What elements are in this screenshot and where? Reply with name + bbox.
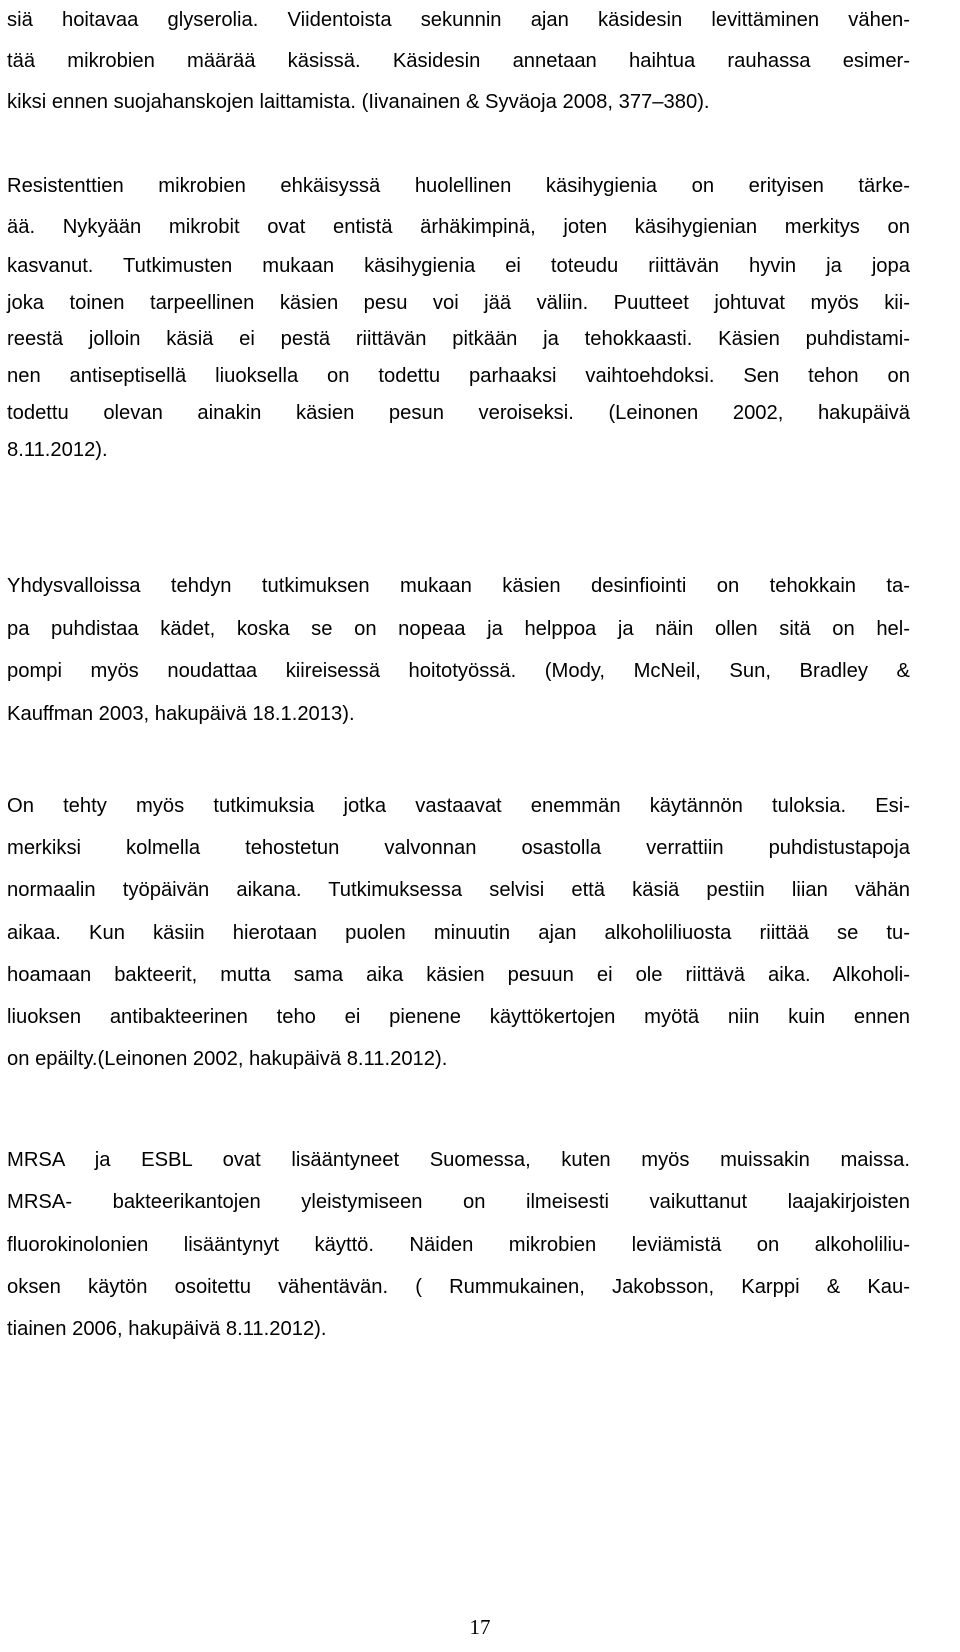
text-line: hoamaan bakteerit, mutta sama aika käsien pesuun ei ole riittävä aika. Alkoholi-: [7, 963, 910, 986]
text-line: kasvanut. Tutkimusten mukaan käsihygienia ei toteudu riittävän hyvin ja jopa: [7, 255, 910, 277]
text-line: Kauffman 2003, hakupäivä 18.1.2013).: [7, 702, 355, 725]
paragraph-hand-sanitizer: [7, 0, 910, 123]
text-line: joka toinen tarpeellinen käsien pesu voi jää väliin. Puutteet johtuvat myös kii-: [7, 291, 910, 314]
paragraph-mrsa-esbl: [7, 1139, 910, 1350]
text-line: ää. Nykyään mikrobit ovat entistä ärhäkimpinä, joten käsihygienian merkitys on: [7, 216, 910, 238]
text-line: Yhdysvalloissa tehdyn tutkimuksen mukaan käsien desinfiointi on tehokkain ta-: [7, 575, 910, 597]
text-line: normaalin työpäivän aikana. Tutkimuksessa selvisi että käsiä pestiin liian vähän: [7, 879, 910, 902]
text-line: oksen käytön osoitettu vähentävän. ( Rummukainen, Jakobsson, Karppi & Kau-: [7, 1275, 910, 1298]
text-line: MRSA ja ESBL ovat lisääntyneet Suomessa, kuten myös muissakin maissa.: [7, 1149, 910, 1171]
page-number: 17: [469, 1615, 491, 1639]
text-line: On tehty myös tutkimuksia jotka vastaavat enemmän käytännön tuloksia. Esi-: [7, 795, 910, 817]
text-line: merkiksi kolmella tehostetun valvonnan osastolla verrattiin puhdistustapoja: [7, 837, 910, 860]
text-line: fluorokinolonien lisääntynyt käyttö. Näiden mikrobien leviämistä on alkoholiliu-: [7, 1233, 910, 1256]
text-line: todettu olevan ainakin käsien pesun veroiseksi. (Leinonen 2002, hakupäivä: [7, 401, 910, 424]
text-line: MRSA- bakteerikantojen yleistymiseen on ilmeisesti vaikuttanut laajakirjoisten: [7, 1191, 910, 1214]
text-line: liuoksen antibakteerinen teho ei pienene käyttökertojen myötä niin kuin ennen: [7, 1006, 910, 1029]
paragraph-practical-studies: [7, 785, 910, 1080]
paragraph-resistant-microbes: [7, 166, 910, 468]
text-line: nen antiseptisellä liuoksella on todettu parhaaksi vaihtoehdoksi. Sen tehon on: [7, 365, 910, 388]
text-line: tää mikrobien määrää käsissä. Käsidesin annetaan haihtua rauhassa esimer-: [7, 50, 910, 72]
text-line: reestä jolloin käsiä ei pestä riittävän pitkään ja tehokkaasti. Käsien puhdistami-: [7, 328, 910, 351]
text-line: siä hoitavaa glyserolia. Viidentoista sekunnin ajan käsidesin levittäminen vähen-: [7, 9, 910, 31]
text-line: kiksi ennen suojahanskojen laittamista. (Iivanainen & Syväoja 2008, 377–380).: [7, 91, 710, 113]
text-line: aikaa. Kun käsiin hierotaan puolen minuutin ajan alkoholiliuosta riittää se tu-: [7, 921, 910, 944]
text-line: on epäilty.(Leinonen 2002, hakupäivä 8.11.2012).: [7, 1048, 448, 1071]
text-line: Resistenttien mikrobien ehkäisyssä huolellinen käsihygienia on erityisen tärke-: [7, 175, 910, 197]
text-line: pompi myös noudattaa kiireisessä hoitotyössä. (Mody, McNeil, Sun, Bradley &: [7, 660, 910, 682]
text-line: tiainen 2006, hakupäivä 8.11.2012).: [7, 1318, 327, 1341]
paragraph-us-study: [7, 565, 910, 735]
text-line: pa puhdistaa kädet, koska se on nopeaa ja helppoa ja näin ollen sitä on hel-: [7, 617, 910, 640]
text-line: 8.11.2012).: [7, 438, 108, 461]
